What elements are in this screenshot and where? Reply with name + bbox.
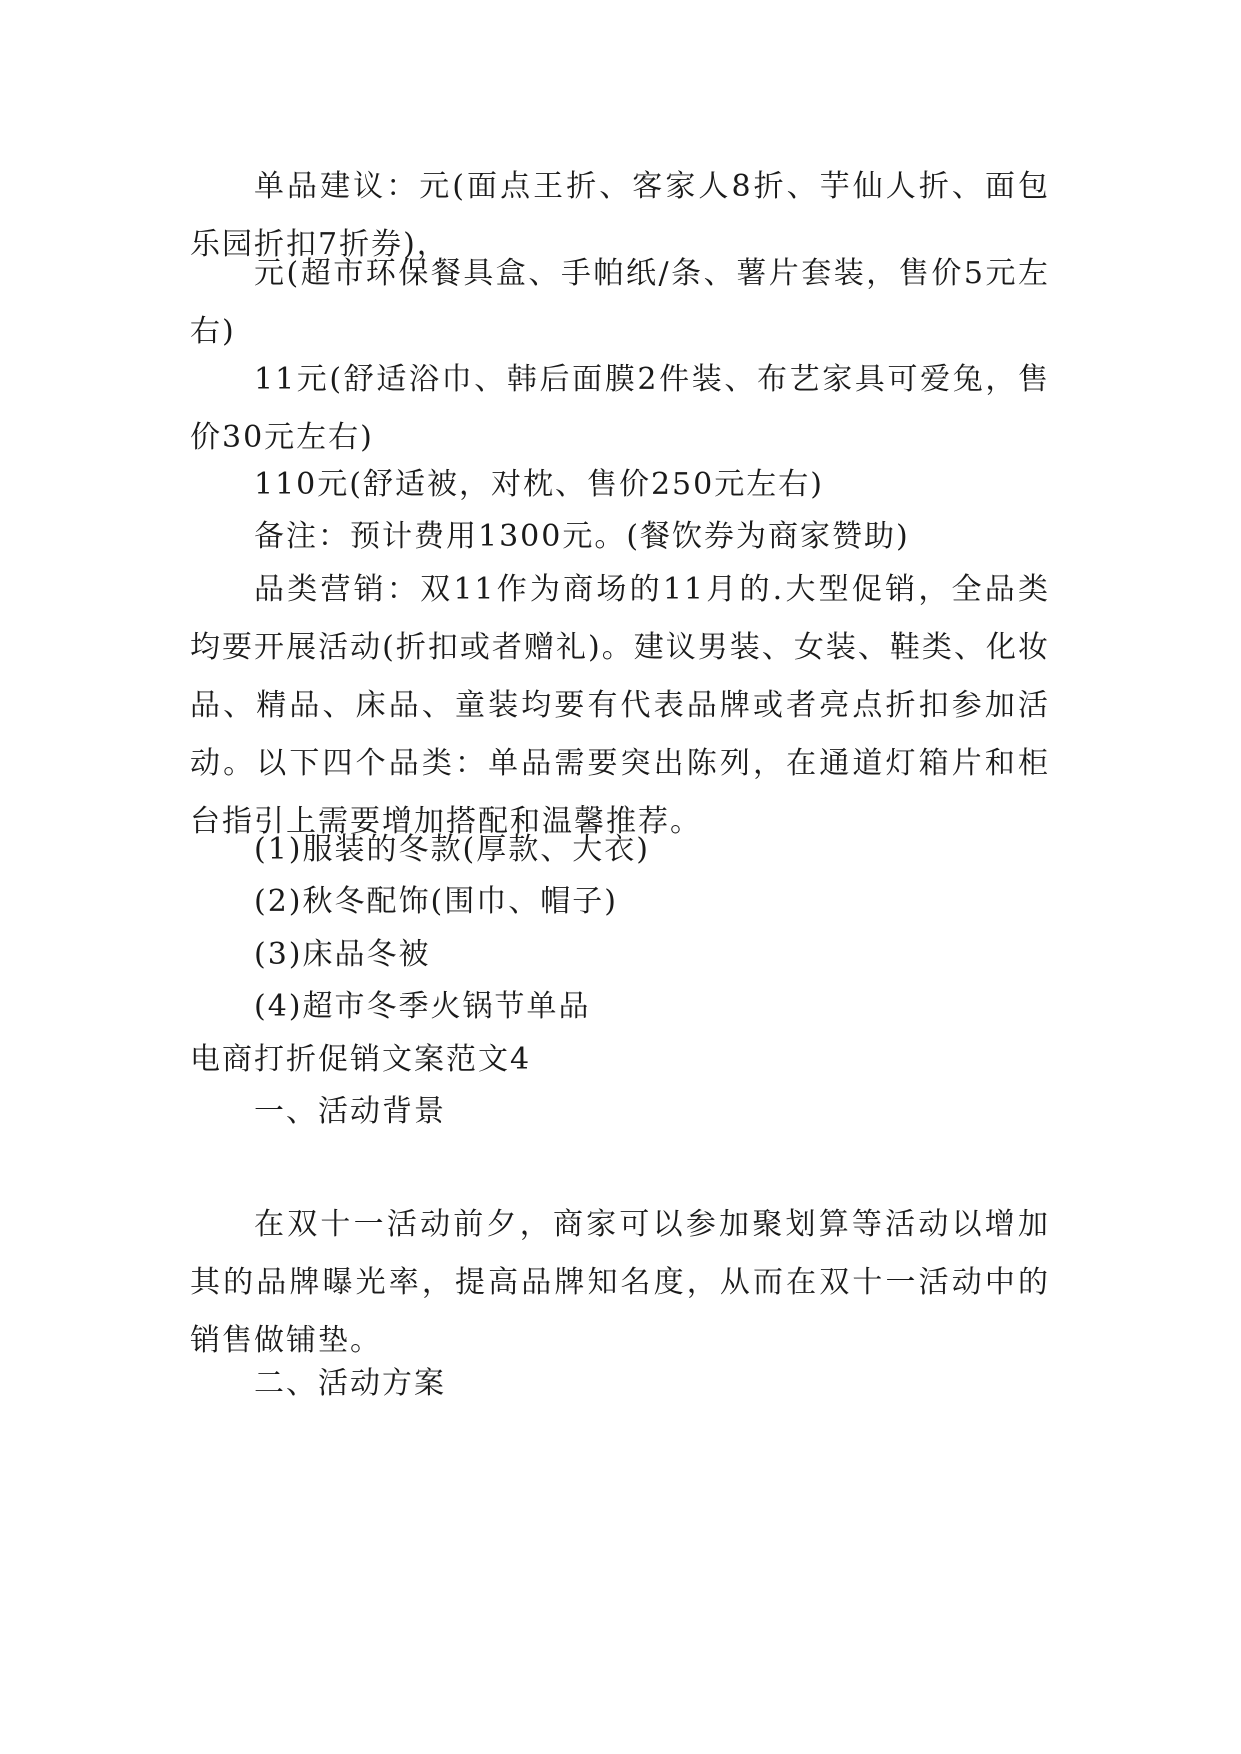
section-title: 电商打折促销文案范文4 <box>190 1042 532 1077</box>
list-item-accessories: (2)秋冬配饰(围巾、帽子) <box>254 884 618 919</box>
paragraph-110-yuan-items: 110元(舒适被，对枕、售价250元左右) <box>254 467 824 502</box>
paragraph-11-yuan-items: 11元(舒适浴巾、韩后面膜2件装、布艺家具可爱兔，售价30元左右) <box>190 362 1050 455</box>
list-item-bedding: (3)床品冬被 <box>254 937 431 972</box>
paragraph-category-marketing: 品类营销：双11作为商场的11月的.大型促销，全品类均要开展活动(折扣或者赠礼)。建议男装、女装、鞋类、化妆品、精品、床品、童装均要有代表品牌或者亮点折扣参加活动。以下四个品类：单品需要突出陈列，在通道灯箱片和柜台指引上需要增加搭配和温馨推荐。 <box>190 572 1050 839</box>
heading-activity-background: 一、活动背景 <box>254 1094 446 1129</box>
list-item-supermarket: (4)超市冬季火锅节单品 <box>254 989 591 1024</box>
paragraph-budget-note: 备注：预计费用1300元。(餐饮券为商家赞助) <box>254 519 910 554</box>
paragraph-activity-background: 在双十一活动前夕，商家可以参加聚划算等活动以增加其的品牌曝光率，提高品牌知名度，从而在双十一活动中的销售做铺垫。 <box>190 1207 1050 1358</box>
paragraph-single-item-suggestion: 单品建议：元(面点王折、客家人8折、芋仙人折、面包乐园折扣7折券)， <box>190 169 1050 262</box>
heading-activity-plan: 二、活动方案 <box>254 1366 446 1401</box>
paragraph-supermarket-items: 元(超市环保餐具盒、手帕纸/条、薯片套装，售价5元左右) <box>190 256 1050 349</box>
list-item-clothing: (1)服装的冬款(厚款、大衣) <box>254 832 650 867</box>
